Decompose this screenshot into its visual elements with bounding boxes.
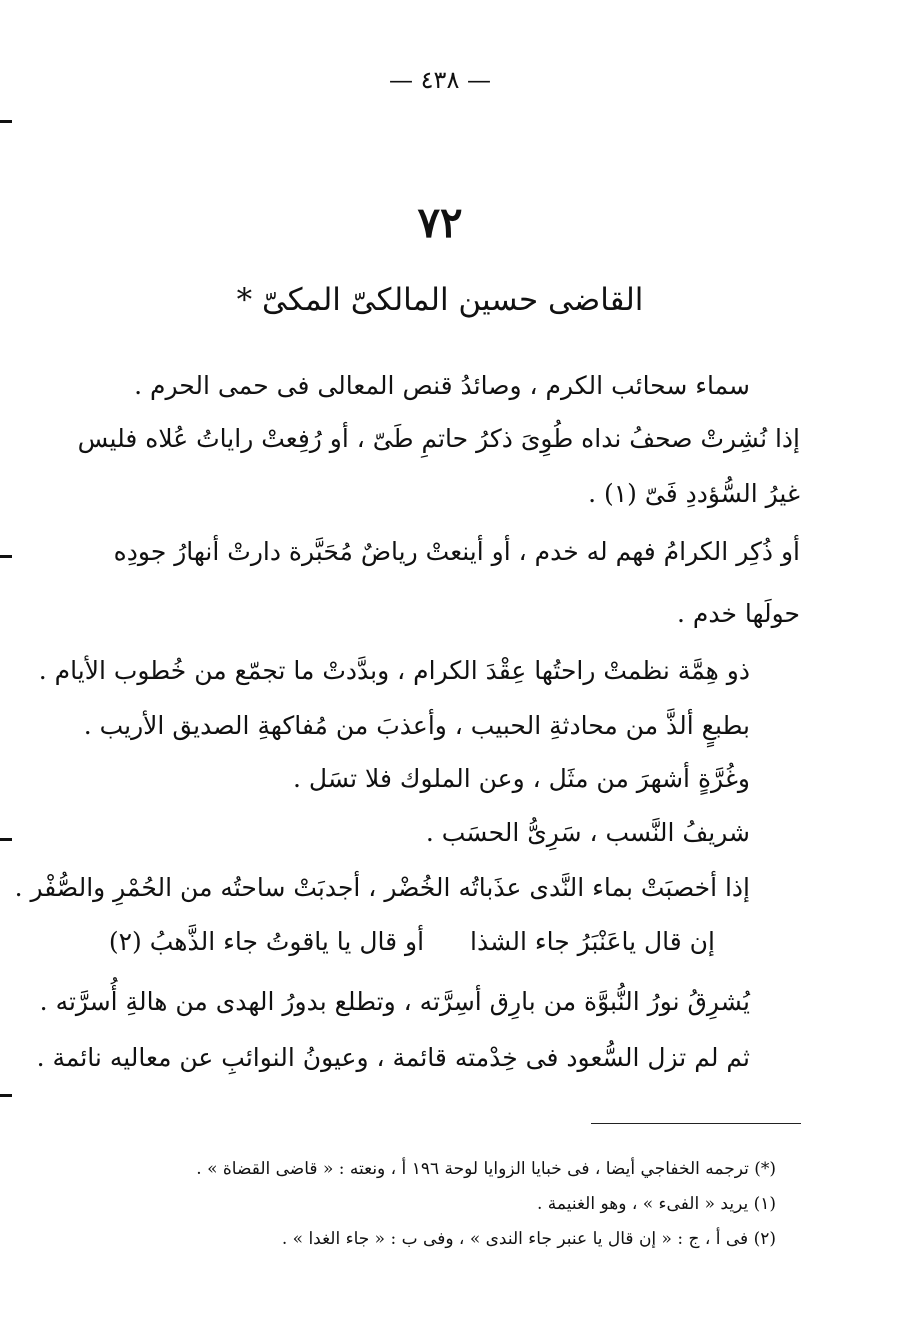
margin-mark xyxy=(0,838,12,841)
verse-hemistich-2: أو قال يا ياقوتُ جاء الذَّهبُ (٢) xyxy=(108,927,425,956)
text-line-4: أو ذُكِر الكرامُ فهم له خدم ، أو أينعتْ رياضٌ مُحَبَّرة دارتْ أنهارُ جودِه xyxy=(113,537,800,566)
footnote-1: (١) يريد « الفىء » ، وهو الغنيمة . xyxy=(536,1194,776,1214)
text-line-9: شريفُ النَّسب ، سَرِىُّ الحسَب . xyxy=(425,818,750,847)
footnote-2: (٢) فى أ ، ج : « إن قال يا عنبر جاء الندى » ، وفى ب : « جاء الغدا » . xyxy=(281,1229,776,1249)
margin-mark xyxy=(0,555,12,558)
text-line-5: حولَها خدم . xyxy=(676,599,800,628)
chapter-number: ٧٢ xyxy=(417,198,463,247)
text-line-7: بطبعٍ ألذَّ من محادثةِ الحبيب ، وأعذبَ من مُفاكهةِ الصديق الأريب . xyxy=(83,711,750,740)
margin-mark xyxy=(0,120,12,123)
verse-hemistich-1: إن قال ياعَنْبَرُ جاء الشذا xyxy=(470,927,715,956)
text-line-11: يُشرِقُ نورُ النُّبوَّة من بارِق أسِرَّته ، وتطلع بدورُ الهدى من هالةِ أُسرَّته . xyxy=(39,987,750,1016)
footnote-star: (*) ترجمه الخفاجي أيضا ، فى خبايا الزوايا لوحة ١٩٦ أ ، ونعته : « قاضى القضاة » . xyxy=(196,1159,776,1179)
chapter-title: القاضى حسين المالكىّ المكىّ * xyxy=(236,282,644,318)
text-line-2: إذا نُشِرتْ صحفُ نداه طُوِىَ ذكرُ حاتمِ طَىّ ، أو رُفِعتْ راياتُ عُلاه فليس xyxy=(77,424,800,453)
text-line-3: غيرُ السُّؤددِ فَىّ (١) . xyxy=(588,479,800,508)
text-line-12: ثم لم تزل السُّعود فى خِدْمته قائمة ، وعيونُ النوائبِ عن معاليه نائمة . xyxy=(36,1043,750,1072)
margin-mark xyxy=(0,1094,12,1097)
text-line-6: ذو هِمَّة نظمتْ راحتُها عِقْدَ الكرام ، وبدَّدتْ ما تجمّع من خُطوب الأيام . xyxy=(38,656,750,685)
text-line-1: سماء سحائب الكرم ، وصائدُ قنص المعالى فى حمى الحرم . xyxy=(134,371,750,400)
text-line-8: وغُرَّةٍ أشهرَ من مثَل ، وعن الملوك فلا تسَل . xyxy=(293,764,750,793)
footnote-divider xyxy=(591,1123,801,1124)
verse-line xyxy=(109,926,715,958)
page-number: — ٤٣٨ — xyxy=(389,66,491,94)
text-line-10: إذا أخصبَتْ بماء النَّدى عذَباتُه الخُضْر ، أجدبَتْ ساحتُه من الحُمْرِ والصُّفْر . xyxy=(14,873,750,902)
